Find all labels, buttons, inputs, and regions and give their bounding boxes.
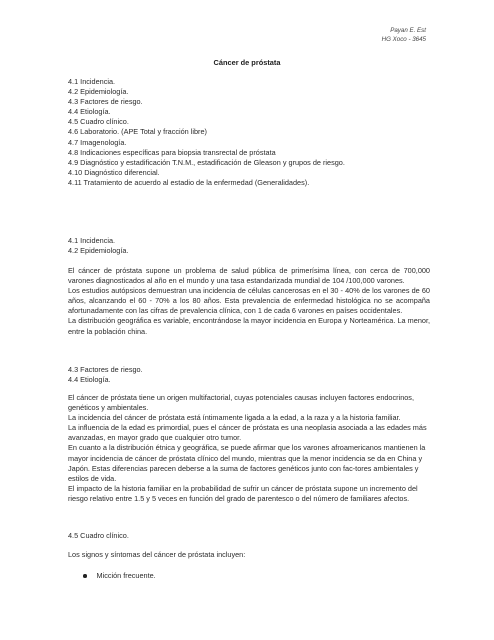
paragraph: El cáncer de próstata supone un problema de salud pública de primerísima línea, con cerca de 700,000 varones diagnosticados al año en el mundo y una tasa estandarizada mundial de 104 /100,000 varones. (68, 266, 430, 286)
section-heading: 4.2 Epidemiología. (68, 246, 129, 256)
toc-item: 4.6 Laboratorio. (APE Total y fracción libre) (68, 127, 207, 137)
section-risk-body (68, 393, 430, 504)
toc-item: 4.10 Diagnóstico diferencial. (68, 167, 160, 177)
list-item-text: Micción frecuente. (96, 571, 156, 580)
paragraph: Los estudios autópsicos demuestran una incidencia de células cancerosas en el 30 - 40% de los varones de 60 años, alcanzando el 60 - 70% a los 80 años. Esta prevalencia de enfermedad histológica no se acompaña afortunadamente con las cifras de prevalencia clínica, con 1 de cada 6 varones en países occidentales. (68, 286, 430, 316)
section-clinical-heading (68, 531, 430, 541)
paragraph: El cáncer de próstata tiene un origen multifactorial, cuyas potenciales causas incluyen factores endocrinos, genéticos y ambientales. (68, 393, 414, 413)
paragraph: Los signos y síntomas del cáncer de próstata incluyen: (68, 550, 246, 559)
toc-item: 4.2 Epidemiología. (68, 87, 129, 97)
paragraph: El impacto de la historia familiar en la probabilidad de sufrir un cáncer de próstata supone un incremento del riesgo relativo entre 1.5 y 5 veces en función del grado de parentesco o del número de familiares afectos. (68, 483, 418, 503)
toc-item: 4.8 Indicaciones específicas para biopsia transrectal de próstata (68, 147, 276, 157)
toc-item: 4.9 Diagnóstico y estadificación T.N.M., estadificación de Gleason y grupos de riesgo. (68, 157, 345, 167)
symptom-list (83, 571, 156, 581)
paragraph: La incidencia del cáncer de próstata está íntimamente ligada a la edad, a la raza y a la historia familiar. (68, 413, 401, 423)
list-item (83, 571, 156, 581)
page-header (382, 26, 426, 44)
table-of-contents (68, 77, 430, 188)
header-group: HG Xoco - 3645 (381, 36, 426, 43)
toc-item: 4.4 Etiología. (68, 107, 111, 117)
section-incidence-body (68, 266, 430, 337)
toc-item: 4.3 Factores de riesgo. (68, 97, 143, 107)
toc-item: 4.7 Imagenología. (68, 137, 127, 147)
document-title: Cáncer de próstata (213, 58, 281, 67)
section-heading: 4.1 Incidencia. (68, 236, 116, 245)
section-heading: 4.3 Factores de riesgo. (68, 365, 143, 374)
toc-item: 4.5 Cuadro clínico. (68, 117, 129, 127)
section-heading: 4.5 Cuadro clínico. (68, 531, 129, 540)
section-risk-headings (68, 365, 430, 385)
header-author: Payan E. Est (390, 27, 426, 34)
section-heading: 4.4 Etiología. (68, 375, 111, 385)
section-clinical-intro (68, 550, 430, 560)
paragraph: En cuanto a la distribución étnica y geográfica, se puede afirmar que los varones afroamericanos mantienen la mayor incidencia de cáncer de próstata clínico del mundo, mientras que la menor incidencia se da en China y Japón. Estas diferencias parecen deberse a la suma de factores genéticos junto con fac-tores ambientales y estilos de vida. (68, 443, 426, 483)
bullet-icon (83, 574, 87, 578)
toc-item: 4.11 Tratamiento de acuerdo al estadio de la enfermedad (Generalidades). (68, 177, 310, 187)
section-incidence-headings (68, 236, 430, 256)
paragraph: La distribución geográfica es variable, encontrándose la mayor incidencia en Europa y Norteamérica. La menor, entre la población china. (68, 316, 430, 336)
toc-item: 4.1 Incidencia. (68, 77, 116, 86)
paragraph: La influencia de la edad es primordial, pues el cáncer de próstata es una neoplasia asociada a las edades más avanzadas, en mayor grado que cualquier otro tumor. (68, 423, 427, 443)
